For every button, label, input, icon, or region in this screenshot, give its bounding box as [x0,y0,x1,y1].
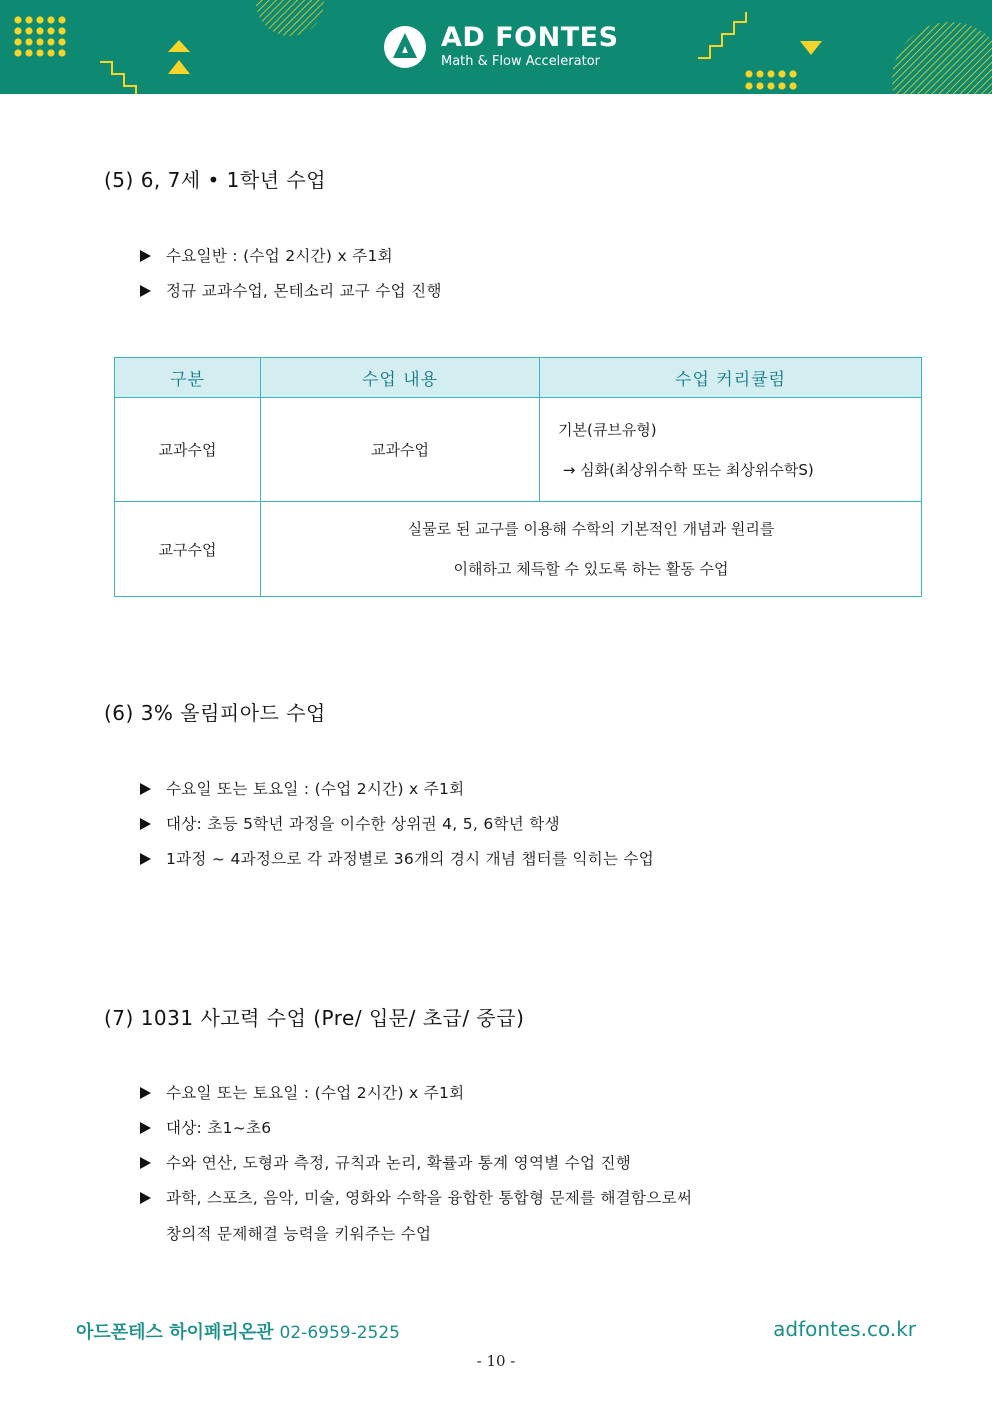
triangle-bullet-icon [140,818,151,830]
list-item: 대상: 초1~초6 [140,1111,692,1146]
table-row [115,398,922,502]
list-item: 수요일 또는 토요일 : (수업 2시간) x 주1회 [140,1076,692,1111]
list-item: 대상: 초등 5학년 과정을 이수한 상위권 4, 5, 6학년 학생 [140,807,654,842]
list-item: 수요일 또는 토요일 : (수업 2시간) x 주1회 [140,772,654,807]
dot-grid-right-icon [745,70,796,89]
row1-content: 교과수업 [261,398,540,502]
step-line-right-icon [698,12,746,58]
triangle-bullet-icon [140,1157,151,1169]
list-item: 수요일반 : (수업 2시간) x 주1회 [140,239,442,274]
section-5-bullets [140,239,442,309]
table-header-category: 구분 [115,358,261,398]
hatched-circle-icon [256,0,324,36]
ad-fontes-logo-icon [383,25,427,69]
list-item: 과학, 스포츠, 음악, 미술, 영화와 수학을 융합한 통합형 문제를 해결함으로써 창의적 문제해결 능력을 키워주는 수업 [140,1181,692,1253]
triangle-bullet-icon [140,783,151,795]
footer-website: adfontes.co.kr [773,1317,916,1341]
section-6-bullets [140,772,654,877]
desc-line1: 실물로 된 교구를 이용해 수학의 기본적인 개념과 원리를 [407,520,775,538]
header-banner [0,0,992,94]
curriculum-line1: 기본(큐브유형) [558,420,657,439]
triangle-bullet-icon [140,1087,151,1099]
triangle-down-icon [800,41,822,55]
section-7-title: (7) 1031 사고력 수업 (Pre/ 입문/ 초급/ 중급) [104,1006,525,1030]
triangle-up-icon [168,60,190,74]
section-5-title: (5) 6, 7세 • 1학년 수업 [104,168,327,192]
triangle-bullet-icon [140,250,151,262]
desc-line2: 이해하고 체득할 수 있도록 하는 활동 수업 [453,560,729,578]
row1-category: 교과수업 [115,398,261,502]
page-number: - 10 - [476,1352,516,1370]
class-table [114,357,922,597]
triangle-bullet-icon [140,1122,151,1134]
list-item: 1과정 ~ 4과정으로 각 과정별로 36개의 경시 개념 챕터를 익히는 수업 [140,842,654,877]
list-item: 수와 연산, 도형과 측정, 규칙과 논리, 확률과 통계 영역별 수업 진행 [140,1146,692,1181]
list-item-continuation: 창의적 문제해결 능력을 키워주는 수업 [166,1225,432,1243]
triangle-bullet-icon [140,1192,151,1204]
brand [383,22,619,72]
brand-title: AD FONTES [441,22,619,53]
triangle-bullet-icon [140,285,151,297]
brand-subtitle: Math & Flow Accelerator [441,54,601,69]
triangle-up-icon [168,40,190,52]
section-7-bullets [140,1076,692,1253]
step-line-icon [100,62,136,94]
footer-branch-name: 아드폰테스 하이페리온관 [76,1322,274,1343]
footer-contact [76,1318,400,1344]
table-header-curriculum: 수업 커리큘럼 [540,358,922,398]
triangle-bullet-icon [140,853,151,865]
table-row [115,502,922,597]
table-header-row [115,358,922,398]
curriculum-line2: → 심화(최상위수학 또는 최상위수학S) [558,460,814,479]
hatched-circle-right-icon [892,22,992,94]
table-header-content: 수업 내용 [261,358,540,398]
row1-curriculum [540,398,922,502]
list-item: 정규 교과수업, 몬테소리 교구 수업 진행 [140,274,442,309]
dot-grid-left-icon [14,16,65,56]
row2-description [261,502,922,597]
row2-category: 교구수업 [115,502,261,597]
footer-phone: 02-6959-2525 [279,1323,400,1343]
section-6-title: (6) 3% 올림피아드 수업 [104,701,326,725]
